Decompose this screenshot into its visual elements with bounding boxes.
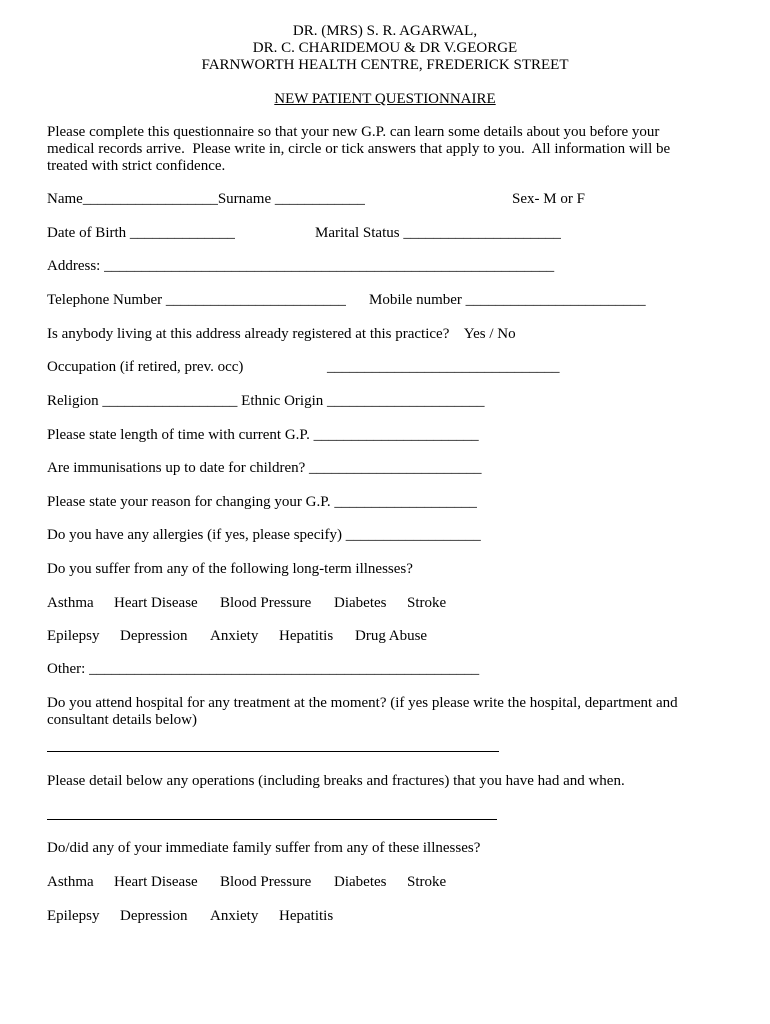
intro-line-3: treated with strict confidence.: [47, 158, 226, 174]
hospital-details-line[interactable]: [47, 751, 499, 752]
illness-option[interactable]: Blood Pressure: [220, 595, 312, 611]
name-surname-field[interactable]: Name__________________Surname ____________: [47, 191, 365, 207]
illness-option[interactable]: Depression: [120, 628, 188, 644]
religion-ethnic-field[interactable]: Religion __________________ Ethnic Origin _____________________: [47, 393, 485, 409]
illness-option[interactable]: Hepatitis: [279, 628, 334, 644]
marital-status-field[interactable]: Marital Status _____________________: [315, 225, 561, 241]
telephone-field[interactable]: Telephone Number ________________________: [47, 292, 346, 308]
family-illness-option[interactable]: Heart Disease: [114, 874, 198, 890]
practice-name-line-2: DR. C. CHARIDEMOU & DR V.GEORGE: [252, 40, 518, 56]
illness-option[interactable]: Asthma: [47, 595, 94, 611]
reason-field[interactable]: Please state your reason for changing your G.P. ___________________: [47, 494, 477, 510]
address-field[interactable]: Address: ____________________________________________________________: [47, 258, 555, 274]
illnesses-question: Do you suffer from any of the following long-term illnesses?: [47, 561, 413, 577]
occupation-field[interactable]: _______________________________: [327, 359, 560, 375]
family-illness-option[interactable]: Hepatitis: [279, 908, 334, 924]
intro-line-1: Please complete this questionnaire so that your new G.P. can learn some details about you before your: [47, 124, 660, 140]
form-title: NEW PATIENT QUESTIONNAIRE: [274, 91, 496, 107]
family-illness-option[interactable]: Depression: [120, 908, 188, 924]
practice-address: FARNWORTH HEALTH CENTRE, FREDERICK STREET: [201, 57, 569, 73]
illness-option[interactable]: Heart Disease: [114, 595, 198, 611]
illness-option[interactable]: Anxiety: [210, 628, 259, 644]
date-of-birth-field[interactable]: Date of Birth ______________: [47, 225, 235, 241]
family-question: Do/did any of your immediate family suffer from any of these illnesses?: [47, 840, 481, 856]
illness-option[interactable]: Stroke: [407, 595, 447, 611]
gp-length-field[interactable]: Please state length of time with current G.P. ______________________: [47, 427, 479, 443]
illness-option[interactable]: Epilepsy: [47, 628, 100, 644]
other-illness-field[interactable]: Other: ____________________________________________________: [47, 661, 480, 677]
operations-details-line[interactable]: [47, 819, 497, 820]
family-illness-option[interactable]: Blood Pressure: [220, 874, 312, 890]
family-illness-option[interactable]: Stroke: [407, 874, 447, 890]
registered-question[interactable]: Is anybody living at this address already registered at this practice? Yes / No: [47, 326, 516, 342]
immunisations-field[interactable]: Are immunisations up to date for children? _______________________: [47, 460, 482, 476]
operations-question: Please detail below any operations (including breaks and fractures) that you have had and when.: [47, 773, 625, 789]
illness-option[interactable]: Diabetes: [334, 595, 387, 611]
family-illness-option[interactable]: Asthma: [47, 874, 94, 890]
allergies-field[interactable]: Do you have any allergies (if yes, please specify) __________________: [47, 527, 481, 543]
hospital-question-line-2: consultant details below): [47, 712, 197, 728]
practice-name-line-1: DR. (MRS) S. R. AGARWAL,: [292, 23, 478, 39]
family-illness-option[interactable]: Anxiety: [210, 908, 259, 924]
occupation-label: Occupation (if retired, prev. occ): [47, 359, 244, 375]
illness-option[interactable]: Drug Abuse: [355, 628, 428, 644]
family-illness-option[interactable]: Epilepsy: [47, 908, 100, 924]
family-illness-option[interactable]: Diabetes: [334, 874, 387, 890]
intro-line-2: medical records arrive. Please write in, circle or tick answers that apply to you. All information will be: [47, 141, 671, 157]
hospital-question-line-1: Do you attend hospital for any treatment at the moment? (if yes please write the hospital, department and: [47, 695, 678, 711]
mobile-field[interactable]: Mobile number ________________________: [369, 292, 646, 308]
sex-field[interactable]: Sex- M or F: [512, 191, 585, 207]
